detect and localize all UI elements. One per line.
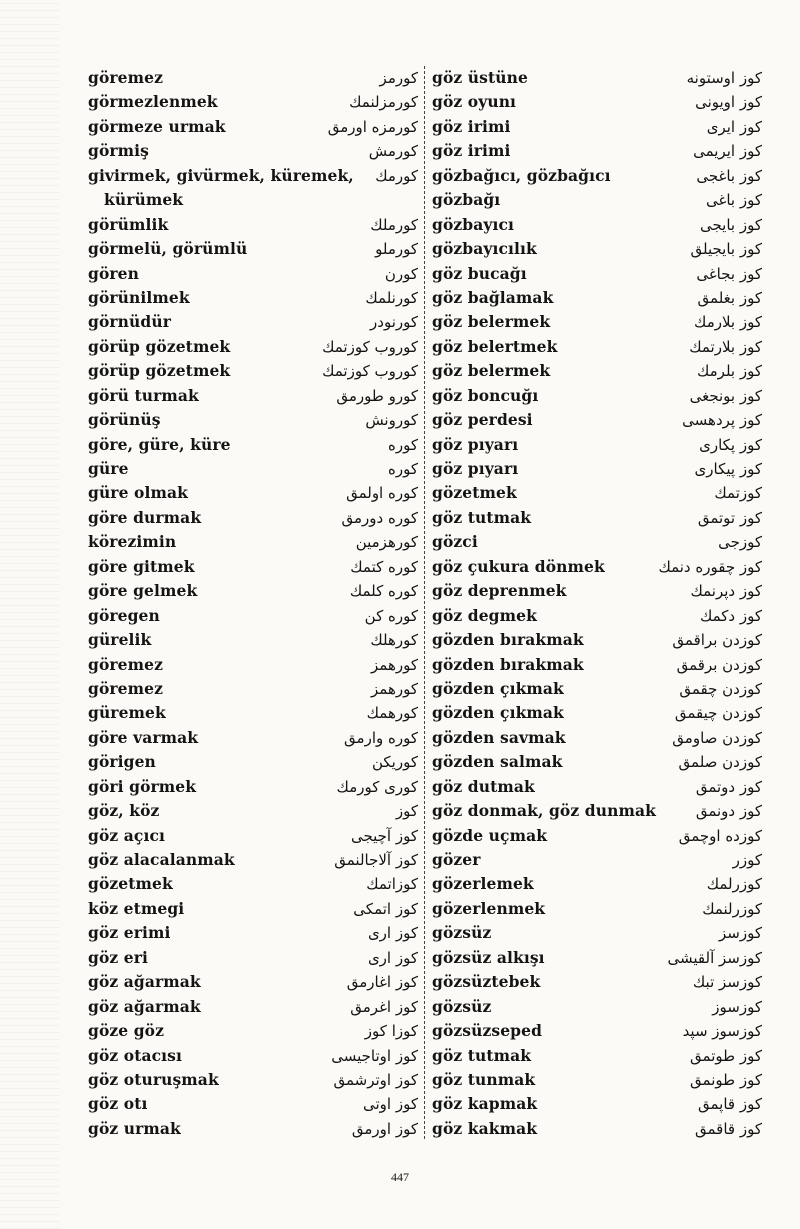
dictionary-entry <box>88 872 418 896</box>
dictionary-entry <box>88 1117 418 1141</box>
entry-ottoman: كوز <box>395 802 418 821</box>
entry-ottoman: كورهمز <box>371 679 418 698</box>
entry-ottoman: كوزر <box>732 851 762 869</box>
entry-ottoman: كوره اولمق <box>346 484 418 503</box>
entry-ottoman: كوزتمك <box>714 484 762 503</box>
dictionary-entry <box>88 897 418 921</box>
dictionary-entry <box>432 408 762 432</box>
column-divider <box>424 66 425 1139</box>
entry-latin: gözden bırakmak <box>432 630 584 650</box>
dictionary-entry <box>432 213 762 237</box>
entry-latin: göz açıcı <box>88 825 165 845</box>
dictionary-entry <box>88 115 418 139</box>
entry-latin: göz, köz <box>88 801 160 821</box>
dictionary-entry <box>88 848 418 872</box>
entry-latin: göz otacısı <box>88 1045 182 1065</box>
entry-latin: göz ağarmak <box>88 972 201 992</box>
entry-latin: göz pıyarı <box>432 459 519 478</box>
entry-latin: göz boncuğı <box>432 385 539 405</box>
dictionary-entry <box>88 921 418 945</box>
entry-ottoman: كوز بلارتمك <box>689 337 762 356</box>
entry-ottoman: كوز اتمكى <box>353 899 418 918</box>
entry-ottoman: كوز بلرمك <box>697 362 762 381</box>
entry-latin: göz tutmak <box>432 507 532 527</box>
entry-latin: görnüdür <box>88 312 171 332</box>
entry-ottoman: كورهلك <box>370 631 418 650</box>
entry-ottoman: كوزدن صاومق <box>672 728 762 747</box>
dictionary-entry <box>432 653 762 677</box>
entry-ottoman: كورمك <box>375 166 418 185</box>
entry-ottoman: كوره دورمق <box>341 508 418 527</box>
entry-latin: gözer <box>432 850 481 869</box>
entry-ottoman: كورى كورمك <box>336 777 418 796</box>
left-column <box>88 66 418 1141</box>
entry-latin: göz urmak <box>88 1118 181 1138</box>
entry-ottoman: كورنلمك <box>365 288 418 307</box>
entry-latin: göz tutmak <box>432 1045 532 1065</box>
entry-ottoman: كورن <box>384 264 418 283</box>
dictionary-entry <box>88 506 418 530</box>
dictionary-entry <box>432 970 762 994</box>
entry-latin: gözbağı <box>432 190 501 210</box>
entry-ottoman: كوز بجاغى <box>696 264 762 283</box>
entry-ottoman: كورهمز <box>371 655 418 674</box>
entry-ottoman: كوز باغى <box>706 191 762 210</box>
entry-ottoman: كورمش <box>368 142 418 161</box>
dictionary-entry <box>432 677 762 701</box>
dictionary-entry <box>432 799 762 823</box>
entry-latin: göz pıyarı <box>432 434 519 454</box>
page-edge-shadow <box>0 0 60 1229</box>
entry-latin: gözsüz alkışı <box>432 947 545 967</box>
dictionary-entry <box>88 481 418 505</box>
entry-ottoman: كوز آچيجى <box>350 826 418 845</box>
entry-ottoman: كوره كتمك <box>350 557 418 576</box>
dictionary-entry <box>88 946 418 970</box>
dictionary-entry <box>432 188 762 212</box>
dictionary-entry <box>88 139 418 163</box>
entry-ottoman: كورونش <box>365 411 418 430</box>
entry-latin: gözde uçmak <box>432 825 548 845</box>
dictionary-entry <box>88 1019 418 1043</box>
entry-latin: göz kakmak <box>432 1118 538 1138</box>
dictionary-entry <box>88 286 418 310</box>
dictionary-entry <box>432 848 762 872</box>
entry-latin: göz perdesi <box>432 410 533 430</box>
entry-ottoman: كورو طورمق <box>336 386 418 405</box>
dictionary-entry <box>432 750 762 774</box>
dictionary-entry <box>432 1019 762 1043</box>
entry-ottoman: كوزسوز سپد <box>682 1022 762 1041</box>
entry-latin: göz çukura dönmek <box>432 556 605 576</box>
entry-latin: gözden çıkmak <box>432 678 564 698</box>
entry-latin: göz bağlamak <box>432 287 554 307</box>
dictionary-entry <box>88 677 418 701</box>
entry-ottoman: كورهمك <box>366 704 418 723</box>
entry-latin: görünüş <box>88 410 161 430</box>
dictionary-entry <box>432 872 762 896</box>
entry-ottoman: كوزدن چقمق <box>679 679 762 698</box>
entry-latin: göremez <box>88 678 163 698</box>
entry-latin: gözsüz <box>432 923 492 943</box>
dictionary-entry <box>88 775 418 799</box>
dictionary-entry <box>432 90 762 114</box>
entry-latin: göz belermek <box>432 312 551 332</box>
entry-latin: gözbayıcı <box>432 214 514 234</box>
dictionary-entry <box>88 653 418 677</box>
entry-ottoman: كوزسز <box>719 924 762 943</box>
entry-latin: gözden salmak <box>432 752 563 772</box>
entry-ottoman: كوز اوترشمق <box>333 1070 418 1089</box>
entry-latin: göri görmek <box>88 776 197 796</box>
entry-ottoman: كوز طونمق <box>690 1070 762 1089</box>
entry-ottoman: كوز اغارمق <box>346 973 418 992</box>
entry-ottoman: كوز بونجغى <box>689 386 762 405</box>
dictionary-entry <box>88 824 418 848</box>
entry-ottoman: كوزدن صلمق <box>678 753 762 772</box>
dictionary-entry <box>432 237 762 261</box>
entry-ottoman: كوز پيكارى <box>694 460 762 478</box>
entry-ottoman: كوز اغرمق <box>350 997 418 1016</box>
entry-latin: göz eri <box>88 947 148 967</box>
entry-latin: göz otı <box>88 1094 148 1114</box>
dictionary-entry <box>432 384 762 408</box>
entry-ottoman: كوزسز آلقيشى <box>667 948 762 967</box>
entry-latin: güre <box>88 459 129 479</box>
entry-latin: körezimin <box>88 532 177 552</box>
dictionary-entry <box>88 213 418 237</box>
entry-ottoman: كوريكن <box>371 753 418 772</box>
entry-latin: görmiş <box>88 141 149 161</box>
dictionary-entry <box>88 310 418 334</box>
dictionary-entry <box>432 506 762 530</box>
entry-latin: gözerlemek <box>432 874 534 894</box>
entry-ottoman: كوروب كوزتمك <box>322 362 418 381</box>
entry-latin: gören <box>88 263 139 283</box>
dictionary-entry <box>88 90 418 114</box>
entry-ottoman: كوز اويونى <box>695 93 762 112</box>
entry-latin: gözerlenmek <box>432 898 546 918</box>
entry-ottoman: كوزرلنمك <box>702 899 762 918</box>
entry-ottoman: كوره وارمق <box>344 728 418 747</box>
dictionary-entry <box>432 1117 762 1141</box>
dictionary-entry <box>88 1044 418 1068</box>
entry-ottoman: كوز اوتاجيسى <box>331 1046 418 1065</box>
dictionary-entry <box>88 408 418 432</box>
entry-latin: göze göz <box>88 1021 165 1041</box>
dictionary-entry <box>432 530 762 554</box>
entry-ottoman: كوزا كوز <box>364 1022 418 1041</box>
entry-ottoman: كوزدن چيقمق <box>674 704 762 723</box>
entry-latin: göre gelmek <box>88 581 198 601</box>
dictionary-entry <box>432 1092 762 1116</box>
entry-ottoman: كورملك <box>370 215 418 234</box>
dictionary-entry <box>432 555 762 579</box>
dictionary-entry <box>432 310 762 334</box>
entry-latin: göz belertmek <box>432 336 558 356</box>
entry-latin: göre varmak <box>88 727 199 747</box>
entry-latin: görünilmek <box>88 287 190 307</box>
entry-ottoman: كورنودر <box>370 313 418 332</box>
entry-latin: gözden savmak <box>432 727 566 747</box>
dictionary-entry <box>432 701 762 725</box>
entry-ottoman: كوز چقوره دنمك <box>658 557 762 576</box>
dictionary-entry <box>432 775 762 799</box>
entry-ottoman: كوز اوتى <box>363 1095 418 1114</box>
entry-latin: görmelü, görümlü <box>88 239 248 259</box>
entry-latin: güremek <box>88 703 166 723</box>
dictionary-entry <box>432 262 762 286</box>
entry-latin: göz erimi <box>88 923 171 943</box>
dictionary-entry <box>432 824 762 848</box>
dictionary-entry <box>88 384 418 408</box>
entry-ottoman: كوز قاقمق <box>695 1119 762 1138</box>
dictionary-entry <box>88 579 418 603</box>
entry-ottoman: كوروب كوزتمك <box>322 337 418 356</box>
entry-ottoman: كوزسوز <box>712 997 762 1016</box>
entry-latin: gözci <box>432 532 478 552</box>
dictionary-entry <box>432 628 762 652</box>
entry-ottoman: كوره <box>388 435 418 454</box>
dictionary-entry <box>432 139 762 163</box>
dictionary-entry <box>432 604 762 628</box>
entry-ottoman: كوره كن <box>364 606 418 625</box>
entry-latin: gözsüz <box>432 996 492 1016</box>
entry-ottoman: كوز اورمق <box>351 1119 418 1138</box>
dictionary-entry <box>88 237 418 261</box>
entry-latin: göz üstüne <box>432 68 528 87</box>
dictionary-entry <box>432 115 762 139</box>
entry-ottoman: كوز ارى <box>367 948 418 967</box>
dictionary-entry <box>88 433 418 457</box>
entry-latin: göz oyunı <box>432 92 517 112</box>
entry-ottoman: كورمزلنمك <box>349 93 418 112</box>
entry-latin: görümlik <box>88 214 169 234</box>
entry-latin: göz degmek <box>432 605 537 625</box>
entry-latin: gözbağıcı, gözbağıcı <box>432 165 611 185</box>
entry-latin: görüp gözetmek <box>88 336 231 356</box>
entry-ottoman: كوز آلاجالنمق <box>334 851 418 870</box>
entry-ottoman: كوز طوتمق <box>690 1046 762 1065</box>
dictionary-entry <box>88 457 418 481</box>
entry-latin: görigen <box>88 752 156 772</box>
entry-ottoman: كورمزه اورمق <box>327 117 418 136</box>
entry-latin: güre olmak <box>88 483 188 503</box>
dictionary-entry <box>432 726 762 750</box>
entry-latin: göre, güre, küre <box>88 434 231 454</box>
entry-latin: göremez <box>88 68 163 87</box>
entry-latin: göremez <box>88 654 163 674</box>
dictionary-entry <box>88 164 418 213</box>
entry-ottoman: كوزده اوچمق <box>678 826 762 845</box>
entry-latin: köz etmegi <box>88 898 185 918</box>
entry-ottoman: كوز دوتمق <box>695 777 762 796</box>
dictionary-entry <box>432 1068 762 1092</box>
entry-ottoman: كوره كلمك <box>349 582 418 601</box>
dictionary-entry <box>432 433 762 457</box>
dictionary-entry <box>432 335 762 359</box>
entry-ottoman: كورهزمين <box>355 533 418 552</box>
entry-ottoman: كوزدن برقمق <box>676 655 762 674</box>
dictionary-entry <box>88 799 418 823</box>
entry-ottoman: كوز ايريمى <box>693 142 762 161</box>
entry-ottoman: كورمز <box>379 69 418 87</box>
entry-latin: gözsüzseped <box>432 1021 543 1041</box>
dictionary-entry <box>88 750 418 774</box>
entry-latin: gürelik <box>88 630 152 650</box>
dictionary-entry <box>88 335 418 359</box>
dictionary-entry <box>88 970 418 994</box>
dictionary-entry <box>432 66 762 90</box>
entry-ottoman: كوز ارى <box>367 924 418 943</box>
entry-latin: göz oturuşmak <box>88 1069 219 1089</box>
entry-latin: gözsüztebek <box>432 972 541 992</box>
entry-latin: görmezlenmek <box>88 92 218 112</box>
entry-ottoman: كوز بايجيلق <box>690 240 762 259</box>
entry-ottoman: كوز بايجى <box>699 215 762 234</box>
entry-ottoman: كوزدن براقمق <box>672 631 762 650</box>
dictionary-entry <box>88 628 418 652</box>
entry-latin: göz kapmak <box>432 1094 538 1114</box>
entry-latin: givirmek, givürmek, küremek, kürümek <box>88 165 354 210</box>
dictionary-entry <box>88 66 418 90</box>
entry-latin: gözden çıkmak <box>432 703 564 723</box>
entry-latin: gözbayıcılık <box>432 239 537 259</box>
entry-ottoman: كوزرلمك <box>706 875 762 894</box>
entry-ottoman: كوزاتمك <box>366 875 418 894</box>
dictionary-entry <box>432 897 762 921</box>
entry-ottoman: كوز قاپمق <box>698 1095 762 1114</box>
dictionary-entry <box>432 286 762 310</box>
dictionary-entry <box>88 726 418 750</box>
dictionary-entry <box>88 604 418 628</box>
dictionary-entry <box>88 1092 418 1116</box>
entry-latin: göz deprenmek <box>432 581 567 601</box>
entry-ottoman: كوز پردهسى <box>682 411 762 430</box>
dictionary-entry <box>88 359 418 383</box>
entry-ottoman: كوزجى <box>718 533 762 552</box>
dictionary-entry <box>88 701 418 725</box>
right-column <box>432 66 762 1141</box>
entry-ottoman: كوز دونمق <box>695 802 762 821</box>
dictionary-entry <box>432 481 762 505</box>
dictionary-entry <box>88 995 418 1019</box>
entry-ottoman: كوز ايرى <box>706 117 762 136</box>
entry-latin: göz donmak, göz dunmak <box>432 801 656 821</box>
entry-latin: göz belermek <box>432 361 551 381</box>
entry-ottoman: كوزسز تبك <box>692 973 762 992</box>
entry-ottoman: كوز دپرنمك <box>690 582 762 601</box>
dictionary-entry <box>88 530 418 554</box>
dictionary-entry <box>432 921 762 945</box>
entry-latin: göre gitmek <box>88 556 195 576</box>
dictionary-entry <box>432 359 762 383</box>
entry-latin: göz tunmak <box>432 1069 536 1089</box>
dictionary-entry <box>88 1068 418 1092</box>
entry-latin: göz alacalanmak <box>88 850 235 870</box>
entry-latin: göz bucağı <box>432 263 527 283</box>
dictionary-entry <box>432 1044 762 1068</box>
entry-latin: görü turmak <box>88 385 199 405</box>
entry-ottoman: كوز توتمق <box>697 508 762 527</box>
dictionary-entry <box>432 995 762 1019</box>
dictionary-entry <box>88 555 418 579</box>
entry-ottoman: كوره <box>388 460 418 479</box>
entry-latin: göz ağarmak <box>88 996 201 1016</box>
dictionary-entry <box>88 262 418 286</box>
entry-latin: gözetmek <box>432 483 517 503</box>
entry-latin: göz irimi <box>432 116 511 136</box>
dictionary-entry <box>432 164 762 188</box>
entry-ottoman: كوز پكارى <box>699 435 762 454</box>
page-number: 447 <box>391 1170 409 1184</box>
dictionary-entry <box>432 457 762 481</box>
entry-latin: göz irimi <box>432 141 511 161</box>
entry-latin: görmeze urmak <box>88 116 226 136</box>
entry-ottoman: كوز باغجى <box>696 166 762 185</box>
entry-ottoman: كوز بغلمق <box>697 288 762 307</box>
entry-ottoman: كوز دكمك <box>699 606 762 625</box>
entry-latin: göregen <box>88 605 160 625</box>
dictionary-entry <box>432 579 762 603</box>
entry-latin: gözden bırakmak <box>432 654 584 674</box>
entry-ottoman: كورملو <box>375 240 418 259</box>
entry-latin: göz dutmak <box>432 776 535 796</box>
entry-latin: göre durmak <box>88 507 202 527</box>
entry-latin: gözetmek <box>88 874 173 894</box>
entry-latin: görüp gözetmek <box>88 361 231 381</box>
entry-ottoman: كوز اوستونه <box>686 69 762 87</box>
entry-ottoman: كوز بلارمك <box>694 313 762 332</box>
dictionary-entry <box>432 946 762 970</box>
